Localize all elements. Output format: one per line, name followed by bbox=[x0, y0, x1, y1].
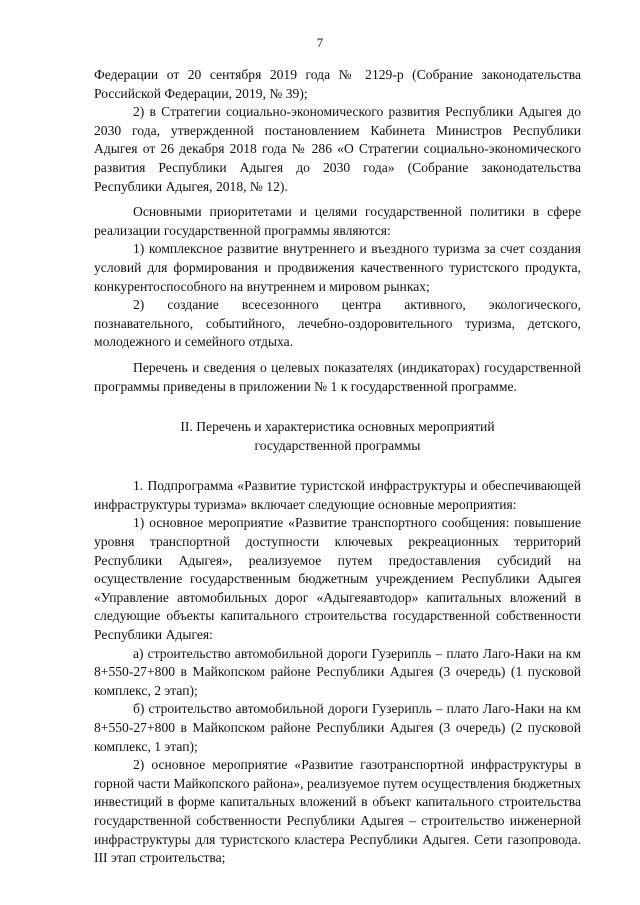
section-heading bbox=[94, 418, 581, 455]
paragraph-measure-gas: 2) основное мероприятие «Развитие газотранспортной инфраструктуры в горной части Майкопского района», реализуемое путем осуществления бюджетных инвестиций в форме капитальных вложений в объект капитального строительства государственной собственности Республики Адыгея – строительство инженерной инфраструктуры для туристского кластера Республики Адыгея. Сети газопровода. III этап строительства; bbox=[94, 757, 581, 866]
page-number: 7 bbox=[316, 35, 324, 50]
section-heading-line-1: II. Перечень и характеристика основных мероприятий bbox=[180, 419, 495, 435]
paragraph-priorities-intro: Основными приоритетами и целями государственной политики в сфере реализации государственной программы являются: bbox=[94, 204, 581, 238]
paragraph-priority-1: 1) комплексное развитие внутреннего и въездного туризма за счет создания условий для формирования и продвижения качественного туристского продукта, конкурентоспособного на внутреннем и мировом рынках; bbox=[94, 241, 581, 294]
paragraph-continuation: Федерации от 20 сентября 2019 года № 2129-р (Собрание законодательства Российской Федерации, 2019, № 39); bbox=[94, 67, 581, 101]
paragraph-road-a: а) строительство автомобильной дороги Гузерипль – плато Лаго-Наки на км 8+550-27+800 в Майкопском районе Республики Адыгея (3 очередь) (1 пусковой комплекс, 2 этап); bbox=[94, 645, 581, 698]
paragraph-indicators: Перечень и сведения о целевых показателях (индикаторах) государственной программы приведены в приложении № 1 к государственной программе. bbox=[94, 359, 581, 394]
paragraph-measure-transport: 1) основное мероприятие «Развитие транспортного сообщения: повышение уровня транспортной доступности ключевых рекреационных территорий Республики Адыгея», реализуемое путем предоставления субсидий на осуществление государственным бюджетным учреждением Республики Адыгея «Управление автомобильных дорог «Адыгеяавтодор» капитальных вложений в следующие объекты капитального строительства государственной собственности Республики Адыгея: bbox=[94, 515, 581, 643]
paragraph-road-b: б) строительство автомобильной дороги Гузерипль – плато Лаго-Наки на км 8+550-27+800 в Майкопском районе Республики Адыгея (3 очередь) (2 пусковой комплекс, 1 этап); bbox=[94, 701, 581, 754]
paragraph-strategy: 2) в Стратегии социально-экономического развития Республики Адыгея до 2030 года, утвержденной постановлением Кабинета Министров Республики Адыгея от 26 декабря 2018 года № 286 «О Стратегии социально-экономического развития Республики Адыгея до 2030 года» (Собрание законодательства Республики Адыгея, 2018, № 12). bbox=[94, 104, 581, 194]
section-heading-line-2: государственной программы bbox=[254, 437, 421, 453]
document-body bbox=[94, 66, 581, 868]
paragraph-priority-2: 2) создание всесезонного центра активного, экологического, познавательного, событийного, лечебно-оздоровительного туризма, детского, молодежного и семейного отдыха. bbox=[94, 297, 581, 350]
paragraph-subprogram-1: 1. Подпрограмма «Развитие туристской инфраструктуры и обеспечивающей инфраструктуры туризма» включает следующие основные мероприятия: bbox=[94, 478, 581, 512]
